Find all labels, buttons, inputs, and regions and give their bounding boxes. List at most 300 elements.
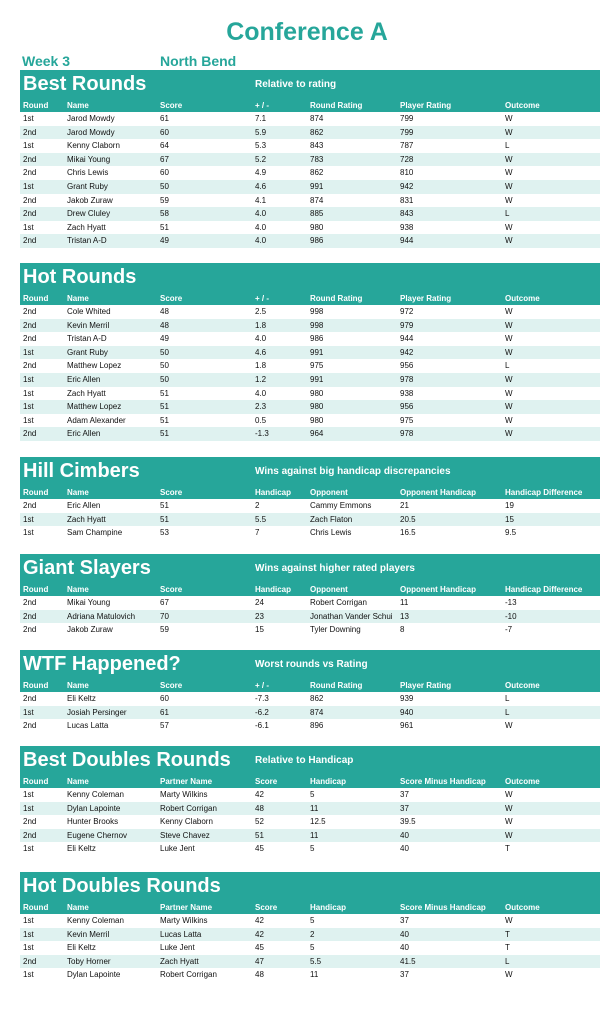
- table-cell-score: 51: [160, 388, 169, 398]
- table-cell-outcome: T: [505, 929, 510, 939]
- table-cell-player-rating: 942: [400, 347, 414, 357]
- table-cell-score-minus-handicap: 37: [400, 970, 409, 980]
- table-cell-opponent-handicap: 11: [400, 598, 409, 607]
- table-cell-outcome: W: [505, 154, 513, 164]
- table-cell-handicap-difference: 15: [505, 514, 514, 524]
- table-cell-opponent-handicap: 21: [400, 501, 409, 510]
- table-cell-score-minus-handicap: 40: [400, 830, 409, 840]
- table-cell-handicap: 23: [255, 611, 264, 621]
- table-cell-score: 51: [160, 514, 169, 524]
- table-cell-handicap: 15: [255, 625, 264, 635]
- column-header-row: [20, 100, 600, 112]
- table-cell-opponent-handicap: 8: [400, 625, 405, 635]
- table-cell-score: 48: [255, 970, 264, 980]
- table-row: [20, 526, 600, 540]
- table-cell-handicap: 11: [310, 830, 319, 840]
- page-title: Conference A: [226, 18, 388, 46]
- section-title: Hot Rounds: [23, 266, 137, 288]
- column-header-partner-name: Partner Name: [160, 777, 213, 786]
- table-cell-outcome: W: [505, 402, 513, 412]
- week-label: Week 3: [22, 53, 70, 69]
- table-cell-opponent: Robert Corrigan: [310, 598, 367, 607]
- table-cell-round: 1st: [23, 803, 34, 813]
- column-header-score: Score: [160, 585, 183, 594]
- table-cell-player-rating: 979: [400, 320, 414, 330]
- table-cell-score: 50: [160, 361, 169, 371]
- column-header-outcome: Outcome: [505, 903, 540, 912]
- column-header-opponent: Opponent: [310, 488, 348, 497]
- table-cell-score: 48: [160, 307, 169, 316]
- section-subtitle: Wins against higher rated players: [255, 563, 415, 574]
- table-row: [20, 928, 600, 942]
- table-cell-name: Adriana Matulovich: [67, 611, 136, 621]
- column-header-row: [20, 902, 600, 914]
- column-header-name: Name: [67, 681, 89, 690]
- table-cell-round: 2nd: [23, 694, 37, 703]
- table-cell-round-rating: 783: [310, 154, 324, 164]
- table-cell-round: 2nd: [23, 127, 37, 137]
- table-cell-round-rating: 980: [310, 415, 324, 425]
- section-header: [20, 746, 600, 776]
- table-cell-outcome: L: [505, 209, 510, 219]
- table-cell-player-rating: 728: [400, 154, 414, 164]
- table-row: [20, 788, 600, 802]
- table-row: [20, 802, 600, 816]
- table-cell-name: Jakob Zuraw: [67, 195, 113, 205]
- column-header-outcome: Outcome: [505, 294, 540, 303]
- table-cell-handicap: 5.5: [255, 514, 267, 524]
- table-cell-name: Eric Allen: [67, 374, 101, 384]
- table-cell-: 0.5: [255, 415, 267, 425]
- column-header-handicap-difference: Handicap Difference: [505, 488, 583, 497]
- table-cell-score: 50: [160, 374, 169, 384]
- column-header-name: Name: [67, 101, 89, 110]
- column-header-player-rating: Player Rating: [400, 294, 452, 303]
- table-cell-score: 51: [255, 830, 264, 840]
- table-cell-score-minus-handicap: 37: [400, 790, 409, 799]
- table-cell-round-rating: 975: [310, 361, 324, 371]
- table-row: [20, 692, 600, 706]
- table-row: [20, 221, 600, 235]
- table-cell-player-rating: 956: [400, 402, 414, 412]
- table-cell-name: Grant Ruby: [67, 181, 108, 191]
- table-cell-round: 2nd: [23, 361, 37, 371]
- table-row: [20, 610, 600, 624]
- table-row: [20, 414, 600, 428]
- table-cell-outcome: W: [505, 222, 513, 232]
- column-header-outcome: Outcome: [505, 777, 540, 786]
- table-cell-round-rating: 980: [310, 388, 324, 398]
- table-cell-round-rating: 874: [310, 707, 324, 717]
- column-header-handicap: Handicap: [255, 585, 292, 594]
- table-row: [20, 719, 600, 733]
- table-cell-name: Cole Whited: [67, 307, 111, 316]
- section-subtitle: Relative to rating: [255, 79, 337, 90]
- table-cell-round: 2nd: [23, 817, 37, 827]
- table-cell-player-rating: 956: [400, 361, 414, 371]
- table-cell-round: 2nd: [23, 195, 37, 205]
- table-row: [20, 359, 600, 373]
- table-cell-outcome: T: [505, 844, 510, 854]
- table-cell-opponent-handicap: 20.5: [400, 514, 416, 524]
- table-cell-player-rating: 961: [400, 721, 414, 731]
- column-header-handicap: Handicap: [310, 777, 347, 786]
- column-header-score: Score: [160, 681, 183, 690]
- table-cell-handicap-difference: 19: [505, 501, 514, 510]
- table-cell-partner-name: Marty Wilkins: [160, 790, 208, 799]
- column-header-row: [20, 487, 600, 499]
- table-cell-opponent: Chris Lewis: [310, 528, 352, 538]
- table-cell-: 5.2: [255, 154, 267, 164]
- table-cell-handicap: 5: [310, 844, 315, 854]
- section-best-doubles-rounds: [20, 746, 600, 856]
- table-cell-name: Jarod Mowdy: [67, 127, 115, 137]
- table-cell-score: 42: [255, 929, 264, 939]
- table-cell-handicap-difference: -7: [505, 625, 513, 635]
- table-cell-score: 47: [255, 956, 264, 966]
- table-cell-outcome: W: [505, 803, 513, 813]
- column-header-round: Round: [23, 681, 49, 690]
- table-cell-name: Matthew Lopez: [67, 361, 122, 371]
- table-cell-round: 2nd: [23, 611, 37, 621]
- table-cell-player-rating: 975: [400, 415, 414, 425]
- column-header-round: Round: [23, 903, 49, 912]
- table-cell-score: 58: [160, 209, 169, 219]
- table-cell-score: 50: [160, 347, 169, 357]
- table-row: [20, 139, 600, 153]
- table-cell-round-rating: 862: [310, 168, 324, 178]
- table-row: [20, 623, 600, 637]
- table-cell-round-rating: 991: [310, 374, 324, 384]
- table-cell-: 1.8: [255, 320, 267, 330]
- table-cell-partner-name: Steve Chavez: [160, 830, 210, 840]
- column-header-round: Round: [23, 294, 49, 303]
- table-cell-round: 1st: [23, 374, 34, 384]
- table-cell-outcome: L: [505, 694, 510, 703]
- table-cell-round: 2nd: [23, 236, 37, 246]
- table-cell-outcome: W: [505, 429, 513, 439]
- section-title: WTF Happened?: [23, 653, 181, 675]
- table-cell-round: 2nd: [23, 320, 37, 330]
- table-cell-name: Mikai Young: [67, 154, 111, 164]
- table-cell-score: 45: [255, 943, 264, 953]
- table-cell-name: Kevin Merril: [67, 929, 110, 939]
- table-row: [20, 842, 600, 856]
- table-cell-round: 2nd: [23, 307, 37, 316]
- section-title: Hot Doubles Rounds: [23, 875, 221, 897]
- table-row: [20, 166, 600, 180]
- table-cell-score-minus-handicap: 39.5: [400, 817, 416, 827]
- section-subtitle: Wins against big handicap discrepancies: [255, 466, 451, 477]
- table-row: [20, 319, 600, 333]
- column-header-score: Score: [255, 903, 278, 912]
- column-header-handicap: Handicap: [255, 488, 292, 497]
- table-cell-handicap: 2: [310, 929, 315, 939]
- table-cell-: 4.6: [255, 347, 267, 357]
- table-cell-name: Mikai Young: [67, 598, 111, 607]
- column-header-round: Round: [23, 488, 49, 497]
- table-cell-name: Kevin Merril: [67, 320, 110, 330]
- table-cell-round: 2nd: [23, 501, 37, 510]
- column-header-round: Round: [23, 777, 49, 786]
- table-cell-round: 1st: [23, 141, 34, 151]
- table-cell-name: Lucas Latta: [67, 721, 109, 731]
- table-cell-outcome: W: [505, 721, 513, 731]
- table-cell-round: 1st: [23, 415, 34, 425]
- table-cell-name: Chris Lewis: [67, 168, 109, 178]
- table-cell-round: 2nd: [23, 154, 37, 164]
- column-header-: + / -: [255, 294, 270, 303]
- table-cell-player-rating: 939: [400, 694, 414, 703]
- table-cell-score: 49: [160, 334, 169, 344]
- table-cell-outcome: W: [505, 916, 513, 925]
- table-cell-opponent: Tyler Downing: [310, 625, 361, 635]
- column-header-round-rating: Round Rating: [310, 681, 363, 690]
- table-cell-score: 67: [160, 598, 169, 607]
- table-cell-outcome: W: [505, 127, 513, 137]
- table-cell-: -6.2: [255, 707, 269, 717]
- table-cell-score-minus-handicap: 41.5: [400, 956, 416, 966]
- table-cell-: -6.1: [255, 721, 269, 731]
- section-hill-cimbers: [20, 457, 600, 540]
- table-cell-name: Sam Champine: [67, 528, 123, 538]
- column-header-row: [20, 680, 600, 692]
- table-cell-name: Matthew Lopez: [67, 402, 122, 412]
- table-cell-handicap-difference: 9.5: [505, 528, 517, 538]
- table-cell-handicap: 2: [255, 501, 260, 510]
- column-header-score-minus-handicap: Score Minus Handicap: [400, 777, 486, 786]
- table-cell-round: 2nd: [23, 956, 37, 966]
- table-cell-round: 2nd: [23, 334, 37, 344]
- table-cell-: 4.1: [255, 195, 267, 205]
- table-cell-handicap: 5: [310, 943, 315, 953]
- table-cell-handicap: 11: [310, 803, 319, 813]
- table-cell-score: 51: [160, 415, 169, 425]
- table-row: [20, 499, 600, 513]
- table-row: [20, 346, 600, 360]
- section-subtitle: Relative to Handicap: [255, 755, 354, 766]
- table-row: [20, 373, 600, 387]
- table-cell-score-minus-handicap: 37: [400, 803, 409, 813]
- table-cell-outcome: L: [505, 956, 510, 966]
- table-cell-round: 2nd: [23, 598, 37, 607]
- table-cell-round-rating: 986: [310, 236, 324, 246]
- table-cell-round-rating: 980: [310, 402, 324, 412]
- table-cell-partner-name: Luke Jent: [160, 844, 195, 854]
- table-cell-round-rating: 998: [310, 307, 324, 316]
- table-cell-score: 45: [255, 844, 264, 854]
- table-cell-player-rating: 799: [400, 127, 414, 137]
- table-cell-player-rating: 944: [400, 236, 414, 246]
- column-header-round: Round: [23, 101, 49, 110]
- table-cell-name: Josiah Persinger: [67, 707, 127, 717]
- table-cell-round-rating: 862: [310, 127, 324, 137]
- column-header-score-minus-handicap: Score Minus Handicap: [400, 903, 486, 912]
- table-row: [20, 207, 600, 221]
- table-cell-score: 60: [160, 694, 169, 703]
- table-cell-score: 60: [160, 168, 169, 178]
- table-cell-name: Eli Keltz: [67, 943, 96, 953]
- table-cell-round: 2nd: [23, 721, 37, 731]
- section-header: [20, 872, 600, 902]
- column-header-player-rating: Player Rating: [400, 101, 452, 110]
- table-cell-round-rating: 986: [310, 334, 324, 344]
- column-header-score: Score: [160, 101, 183, 110]
- table-row: [20, 400, 600, 414]
- table-cell-: 7.1: [255, 114, 267, 123]
- table-cell-outcome: W: [505, 320, 513, 330]
- table-cell-player-rating: 942: [400, 181, 414, 191]
- section-subtitle: Worst rounds vs Rating: [255, 659, 368, 670]
- table-cell-round-rating: 874: [310, 114, 324, 123]
- table-row: [20, 234, 600, 248]
- table-cell-handicap: 5: [310, 790, 315, 799]
- column-header-name: Name: [67, 777, 89, 786]
- table-cell-score: 53: [160, 528, 169, 538]
- table-cell-name: Jakob Zuraw: [67, 625, 113, 635]
- table-cell-opponent-handicap: 16.5: [400, 528, 416, 538]
- table-cell-outcome: L: [505, 361, 510, 371]
- table-cell-score-minus-handicap: 37: [400, 916, 409, 925]
- table-cell-score-minus-handicap: 40: [400, 929, 409, 939]
- table-row: [20, 427, 600, 441]
- table-row: [20, 513, 600, 527]
- table-row: [20, 153, 600, 167]
- table-cell-round: 1st: [23, 514, 34, 524]
- table-cell-outcome: L: [505, 707, 510, 717]
- table-cell-name: Adam Alexander: [67, 415, 126, 425]
- table-cell-partner-name: Robert Corrigan: [160, 803, 217, 813]
- section-header: [20, 554, 600, 584]
- table-cell-round: 1st: [23, 528, 34, 538]
- table-cell-outcome: T: [505, 943, 510, 953]
- table-cell-round: 1st: [23, 347, 34, 357]
- table-cell-outcome: W: [505, 114, 513, 123]
- table-cell-: -7.3: [255, 694, 269, 703]
- table-cell-name: Eli Keltz: [67, 694, 96, 703]
- table-cell-name: Drew Cluley: [67, 209, 111, 219]
- table-cell-: 1.8: [255, 361, 267, 371]
- table-cell-name: Kenny Coleman: [67, 790, 124, 799]
- table-cell-name: Zach Hyatt: [67, 388, 106, 398]
- table-cell-round-rating: 885: [310, 209, 324, 219]
- table-cell-round: 1st: [23, 844, 34, 854]
- table-cell-round: 2nd: [23, 830, 37, 840]
- table-cell-player-rating: 938: [400, 222, 414, 232]
- column-header-: + / -: [255, 101, 270, 110]
- table-row: [20, 968, 600, 982]
- table-cell-: 4.0: [255, 209, 267, 219]
- table-cell-partner-name: Robert Corrigan: [160, 970, 217, 980]
- table-cell-: 2.3: [255, 402, 267, 412]
- table-cell-name: Dylan Lapointe: [67, 970, 121, 980]
- table-cell-round-rating: 980: [310, 222, 324, 232]
- column-header-opponent-handicap: Opponent Handicap: [400, 488, 476, 497]
- table-cell-outcome: W: [505, 307, 513, 316]
- table-cell-outcome: W: [505, 236, 513, 246]
- table-row: [20, 955, 600, 969]
- table-cell-round-rating: 991: [310, 347, 324, 357]
- table-cell-outcome: W: [505, 374, 513, 384]
- table-cell-round: 2nd: [23, 429, 37, 439]
- column-header-round: Round: [23, 585, 49, 594]
- table-cell-player-rating: 799: [400, 114, 414, 123]
- table-cell-round: 1st: [23, 707, 34, 717]
- column-header-handicap: Handicap: [310, 903, 347, 912]
- table-cell-outcome: W: [505, 168, 513, 178]
- table-cell-opponent-handicap: 13: [400, 611, 409, 621]
- table-cell-handicap: 5.5: [310, 956, 322, 966]
- column-header-round-rating: Round Rating: [310, 101, 363, 110]
- table-cell-name: Eli Keltz: [67, 844, 96, 854]
- section-header: [20, 70, 600, 100]
- section-header: [20, 457, 600, 487]
- table-row: [20, 180, 600, 194]
- table-cell-player-rating: 831: [400, 195, 414, 205]
- table-cell-outcome: W: [505, 347, 513, 357]
- table-cell-score: 51: [160, 501, 169, 510]
- table-cell-: 5.3: [255, 141, 267, 151]
- table-cell-: 4.6: [255, 181, 267, 191]
- column-header-score: Score: [160, 294, 183, 303]
- table-cell-outcome: W: [505, 334, 513, 344]
- table-cell-score: 48: [255, 803, 264, 813]
- section-title: Best Doubles Rounds: [23, 749, 231, 771]
- table-cell-score: 60: [160, 127, 169, 137]
- table-cell-name: Tristan A-D: [67, 334, 107, 344]
- table-cell-score: 51: [160, 429, 169, 439]
- column-header-round-rating: Round Rating: [310, 294, 363, 303]
- table-cell-round-rating: 964: [310, 429, 324, 439]
- table-cell-round-rating: 862: [310, 694, 324, 703]
- table-cell-round: 1st: [23, 402, 34, 412]
- table-cell-partner-name: Lucas Latta: [160, 929, 202, 939]
- section-header: [20, 263, 600, 293]
- table-cell-outcome: L: [505, 141, 510, 151]
- table-cell-handicap: 5: [310, 916, 315, 925]
- table-row: [20, 914, 600, 928]
- table-row: [20, 387, 600, 401]
- table-cell-name: Grant Ruby: [67, 347, 108, 357]
- table-cell-opponent: Zach Flaton: [310, 514, 353, 524]
- table-cell-player-rating: 940: [400, 707, 414, 717]
- table-cell-score: 67: [160, 154, 169, 164]
- table-cell-round-rating: 874: [310, 195, 324, 205]
- table-cell-score: 59: [160, 625, 169, 635]
- table-cell-handicap: 11: [310, 970, 319, 980]
- table-cell-round-rating: 991: [310, 181, 324, 191]
- table-cell-handicap-difference: -10: [505, 611, 517, 621]
- table-cell-round: 1st: [23, 929, 34, 939]
- table-cell-partner-name: Luke Jent: [160, 943, 195, 953]
- column-header-row: [20, 584, 600, 596]
- table-cell-outcome: W: [505, 817, 513, 827]
- column-header-name: Name: [67, 488, 89, 497]
- table-row: [20, 305, 600, 319]
- column-header-player-rating: Player Rating: [400, 681, 452, 690]
- table-cell-: 2.5: [255, 307, 267, 316]
- section-hot-rounds: [20, 263, 600, 441]
- table-cell-: 4.9: [255, 168, 267, 178]
- table-row: [20, 194, 600, 208]
- table-cell-: -1.3: [255, 429, 269, 439]
- table-cell-round: 1st: [23, 222, 34, 232]
- table-cell-player-rating: 810: [400, 168, 414, 178]
- table-cell-score: 51: [160, 222, 169, 232]
- column-header-partner-name: Partner Name: [160, 903, 213, 912]
- table-cell-outcome: W: [505, 830, 513, 840]
- table-cell-outcome: W: [505, 790, 513, 799]
